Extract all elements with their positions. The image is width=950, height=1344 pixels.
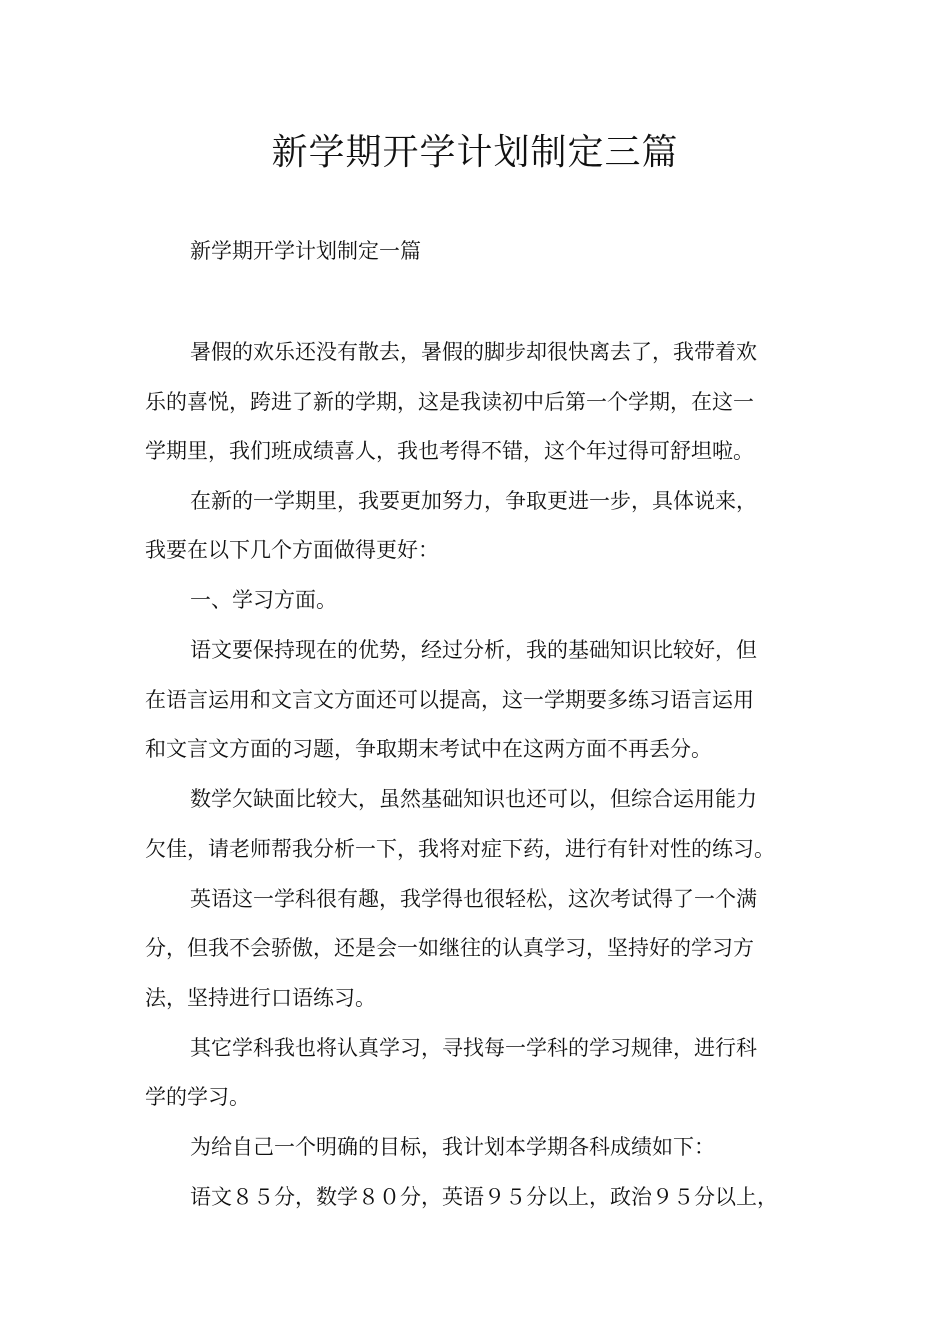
paragraph-line: 在新的一学期里，我要更加努力，争取更进一步，具体说来， — [190, 489, 757, 513]
paragraph-line: 暑假的欢乐还没有散去，暑假的脚步却很快离去了，我带着欢 — [190, 340, 757, 364]
paragraph-line: 语文８５分，数学８０分，英语９５分以上，政治９５分以上， — [190, 1185, 778, 1209]
paragraph-line: 学的学习。 — [145, 1085, 250, 1109]
paragraph-line: 我要在以下几个方面做得更好： — [145, 538, 439, 562]
paragraph-line: 和文言文方面的习题，争取期末考试中在这两方面不再丢分。 — [145, 737, 712, 761]
document-title: 新学期开学计划制定三篇 — [271, 132, 679, 173]
paragraph-line: 乐的喜悦，跨进了新的学期，这是我读初中后第一个学期，在这一 — [145, 390, 754, 414]
paragraph-line: 数学欠缺面比较大，虽然基础知识也还可以，但综合运用能力 — [190, 787, 757, 811]
paragraph-line: 英语这一学科很有趣，我学得也很轻松，这次考试得了一个满 — [190, 887, 757, 911]
paragraph-line: 学期里，我们班成绩喜人，我也考得不错，这个年过得可舒坦啦。 — [145, 439, 754, 463]
paragraph-line: 法，坚持进行口语练习。 — [145, 986, 376, 1010]
paragraph-line: 其它学科我也将认真学习，寻找每一学科的学习规律，进行科 — [190, 1036, 757, 1060]
document-subtitle: 新学期开学计划制定一篇 — [190, 239, 421, 263]
section-heading: 一、学习方面。 — [190, 588, 337, 612]
paragraph-line: 欠佳，请老师帮我分析一下，我将对症下药，进行有针对性的练习。 — [145, 837, 775, 861]
paragraph-line: 分，但我不会骄傲，还是会一如继往的认真学习，坚持好的学习方 — [145, 936, 754, 960]
paragraph-line: 为给自己一个明确的目标，我计划本学期各科成绩如下： — [190, 1135, 715, 1159]
paragraph-line: 在语言运用和文言文方面还可以提高，这一学期要多练习语言运用 — [145, 688, 754, 712]
paragraph-line: 语文要保持现在的优势，经过分析，我的基础知识比较好，但 — [190, 638, 757, 662]
